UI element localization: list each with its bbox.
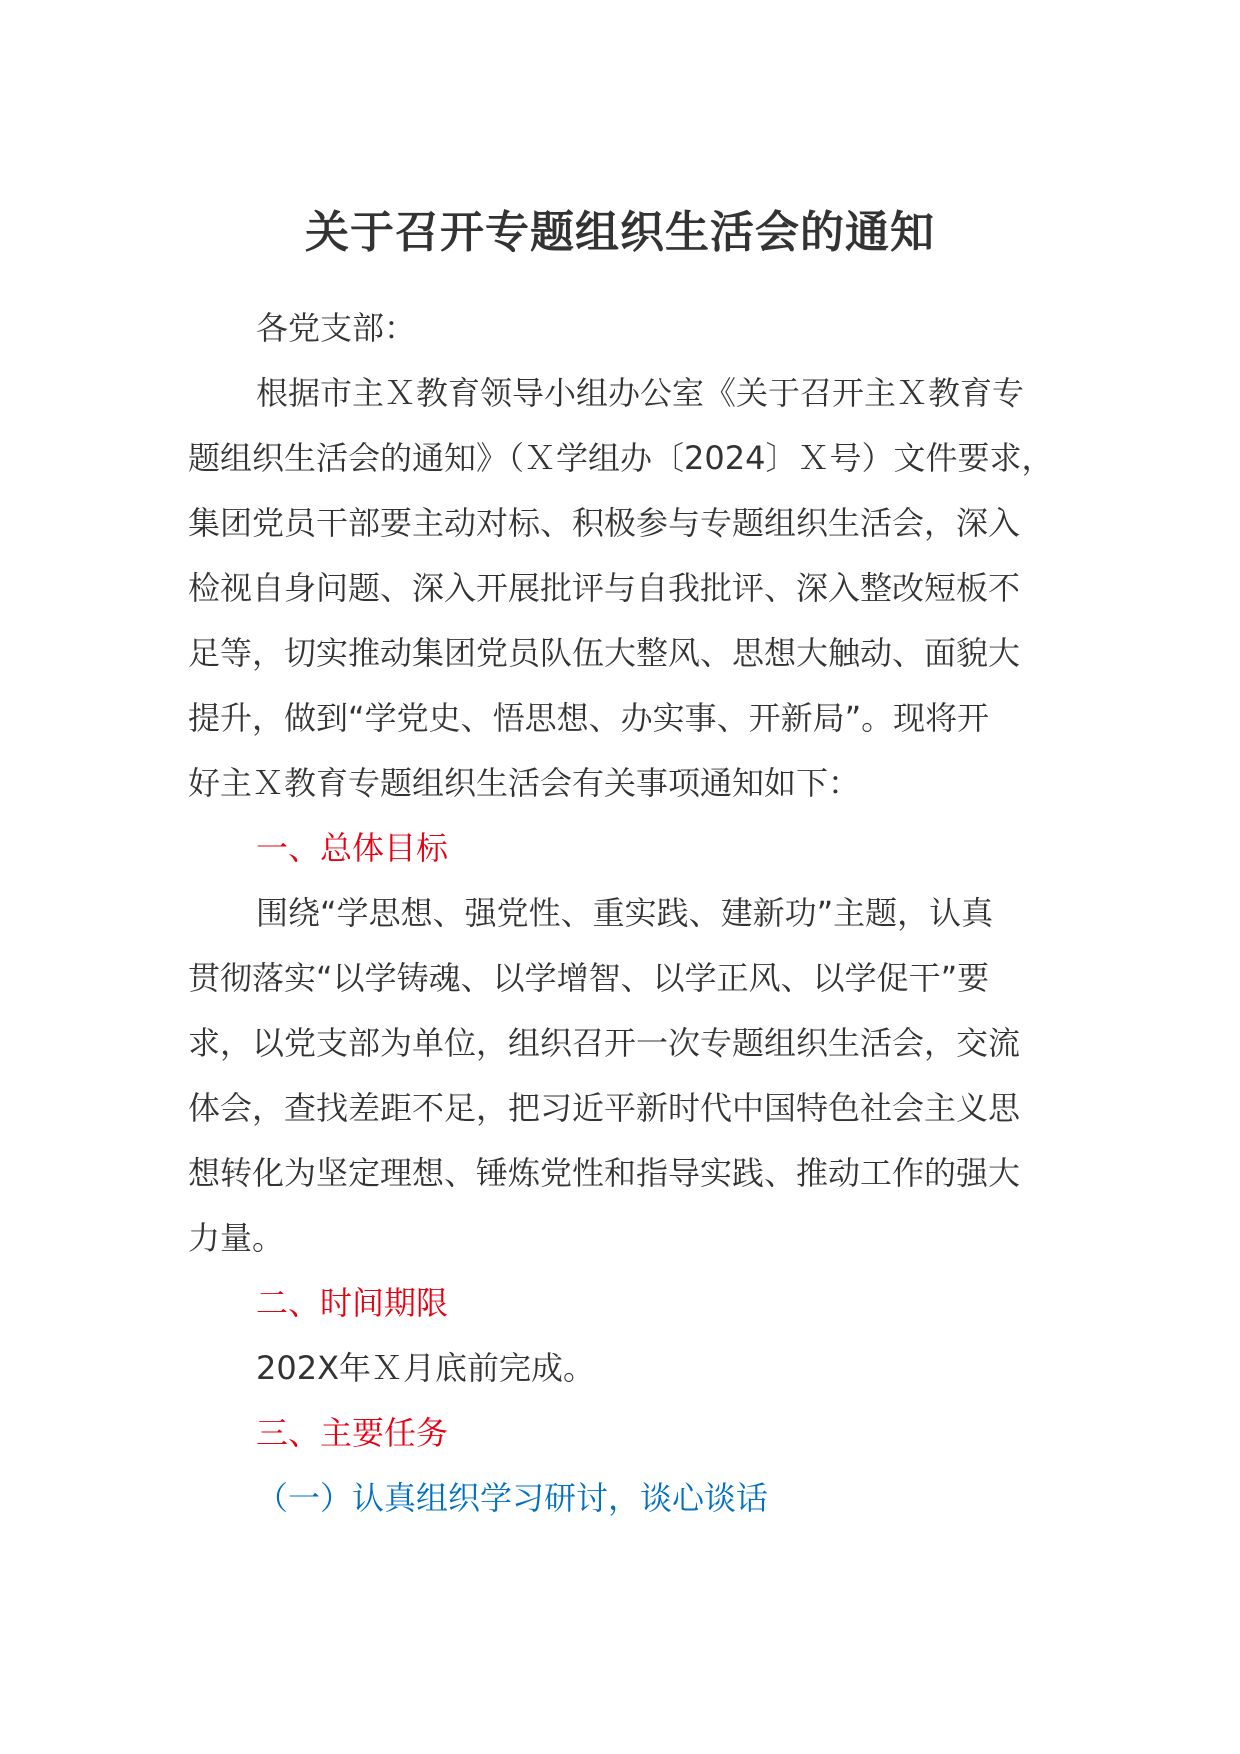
salutation: 各党支部： (256, 309, 417, 347)
intro-line: 题组织生活会的通知》（Ｘ学组办〔2024〕Ｘ号）文件要求， (188, 439, 1054, 477)
document-title: 关于召开专题组织生活会的通知 (305, 207, 935, 258)
subsection-heading-study: （一）认真组织学习研讨，谈心谈话 (256, 1479, 769, 1517)
intro-line: 好主Ｘ教育专题组织生活会有关事项通知如下： (188, 764, 861, 802)
section1-line: 围绕“学思想、强党性、重实践、建新功”主题，认真 (256, 894, 994, 932)
intro-line: 检视自身问题、深入开展批评与自我批评、深入整改短板不 (188, 569, 1021, 607)
intro-line: 集团党员干部要主动对标、积极参与专题组织生活会，深入 (188, 504, 1021, 542)
section-heading-overall-goal: 一、总体目标 (256, 829, 449, 867)
intro-line: 根据市主Ｘ教育领导小组办公室《关于召开主Ｘ教育专 (256, 374, 1025, 412)
intro-line: 足等，切实推动集团党员队伍大整风、思想大触动、面貌大 (188, 634, 1021, 672)
section2-text: 202X年Ｘ月底前完成。 (256, 1349, 596, 1387)
section-heading-time-limit: 二、时间期限 (256, 1284, 449, 1322)
document-body (188, 296, 1068, 1531)
section1-line: 求，以党支部为单位，组织召开一次专题组织生活会，交流 (188, 1024, 1021, 1062)
section1-line: 力量。 (188, 1219, 285, 1257)
section1-line: 体会，查找差距不足，把习近平新时代中国特色社会主义思 (188, 1089, 1021, 1127)
section1-line: 贯彻落实“以学铸魂、以学增智、以学正风、以学促干”要 (188, 959, 990, 997)
section-heading-main-tasks: 三、主要任务 (256, 1414, 449, 1452)
section1-line: 想转化为坚定理想、锤炼党性和指导实践、推动工作的强大 (188, 1154, 1021, 1192)
intro-line: 提升，做到“学党史、悟思想、办实事、开新局”。现将开 (188, 699, 990, 737)
